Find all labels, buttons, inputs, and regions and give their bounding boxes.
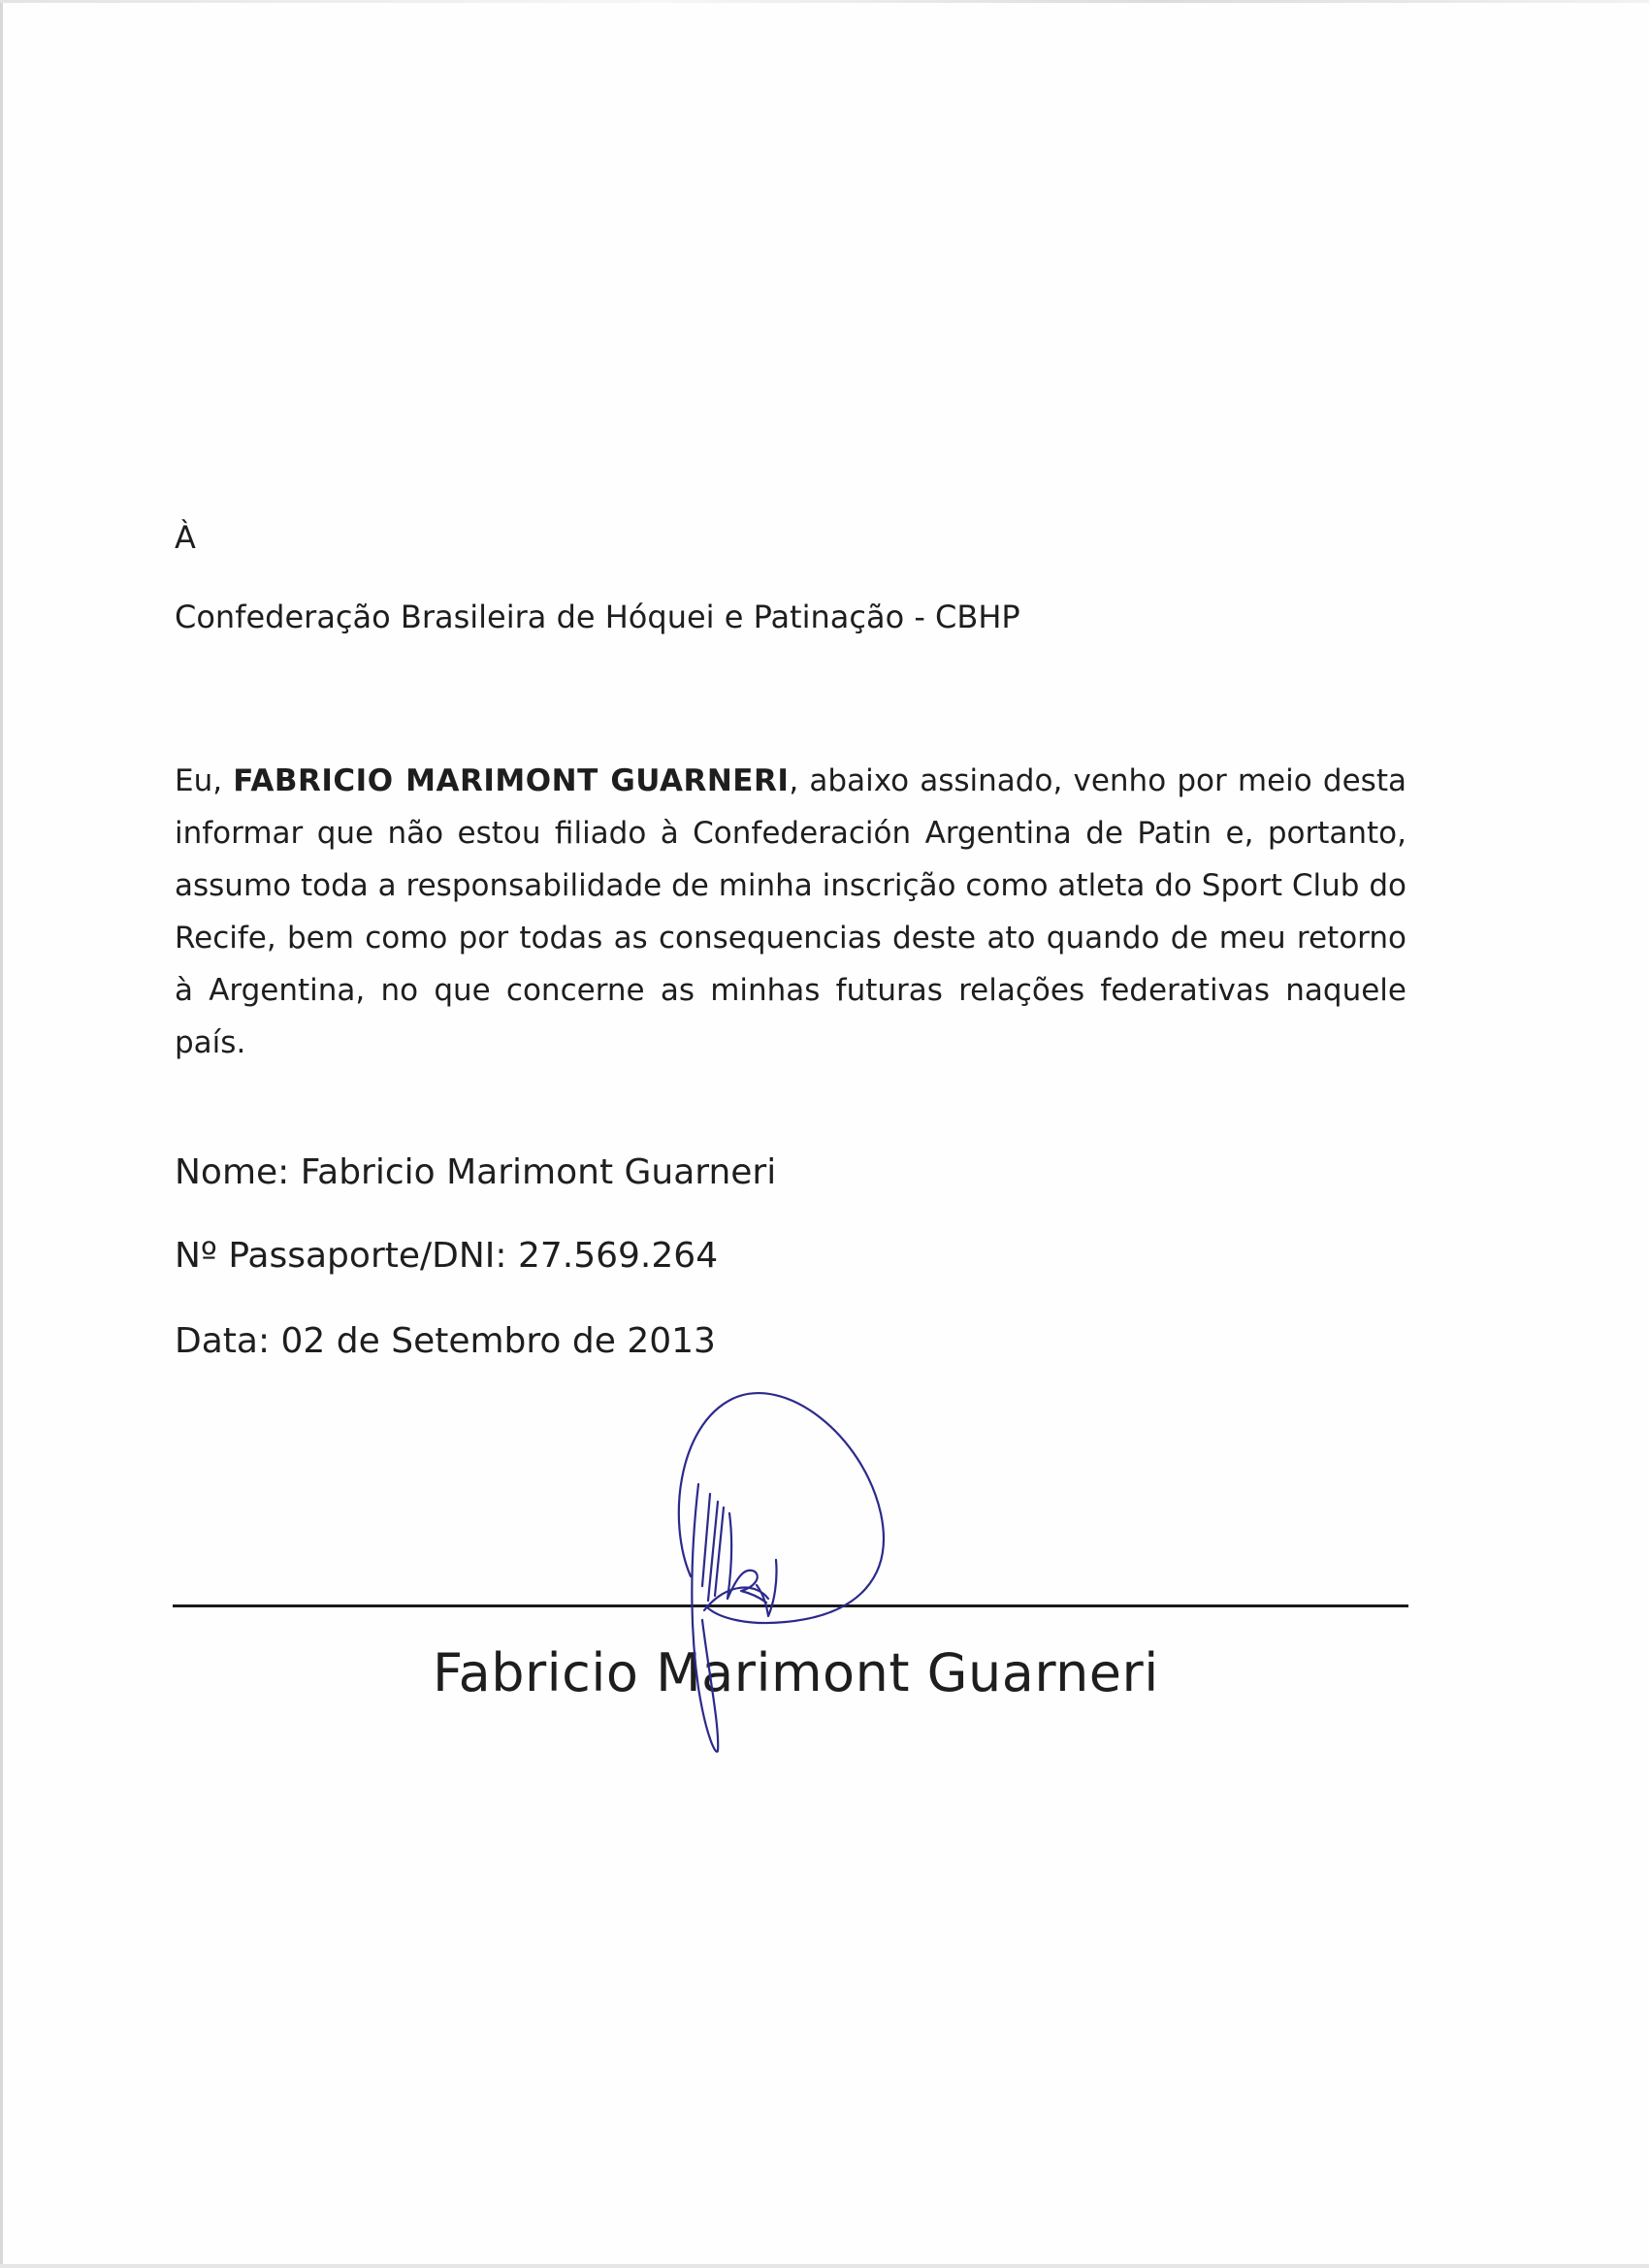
declarant-name: FABRICIO MARIMONT GUARNERI bbox=[233, 763, 790, 798]
passport-field: Nº Passaporte/DNI: 27.569.264 bbox=[175, 1236, 719, 1276]
name-field: Nome: Fabricio Marimont Guarneri bbox=[175, 1152, 777, 1192]
handwritten-signature bbox=[640, 1377, 902, 1766]
declaration-paragraph bbox=[175, 755, 1406, 1069]
addressee: Confederação Brasileira de Hóquei e Patinação - CBHP bbox=[175, 599, 1020, 635]
declaration-intro: Eu, bbox=[175, 763, 234, 798]
scan-edge-bottom bbox=[0, 2264, 1649, 2268]
scan-edge-top bbox=[0, 0, 1649, 3]
date-field: Data: 02 de Setembro de 2013 bbox=[175, 1321, 716, 1361]
declaration-text: , abaixo assinado, venho por meio desta informar que não estou filiado à Confederación Argentina de Patin e, portanto, assumo toda a responsabilidade de minha inscrição como atleta do Sport Club do Recife, bem como por todas as consequencias deste ato quando de meu retorno à Argentina, no que concerne as minhas futuras relações federativas naquele país. bbox=[175, 763, 1406, 1060]
addressee-prefix: À bbox=[175, 519, 196, 556]
signature-printed-name: Fabricio Marimont Guarneri bbox=[433, 1642, 1159, 1703]
